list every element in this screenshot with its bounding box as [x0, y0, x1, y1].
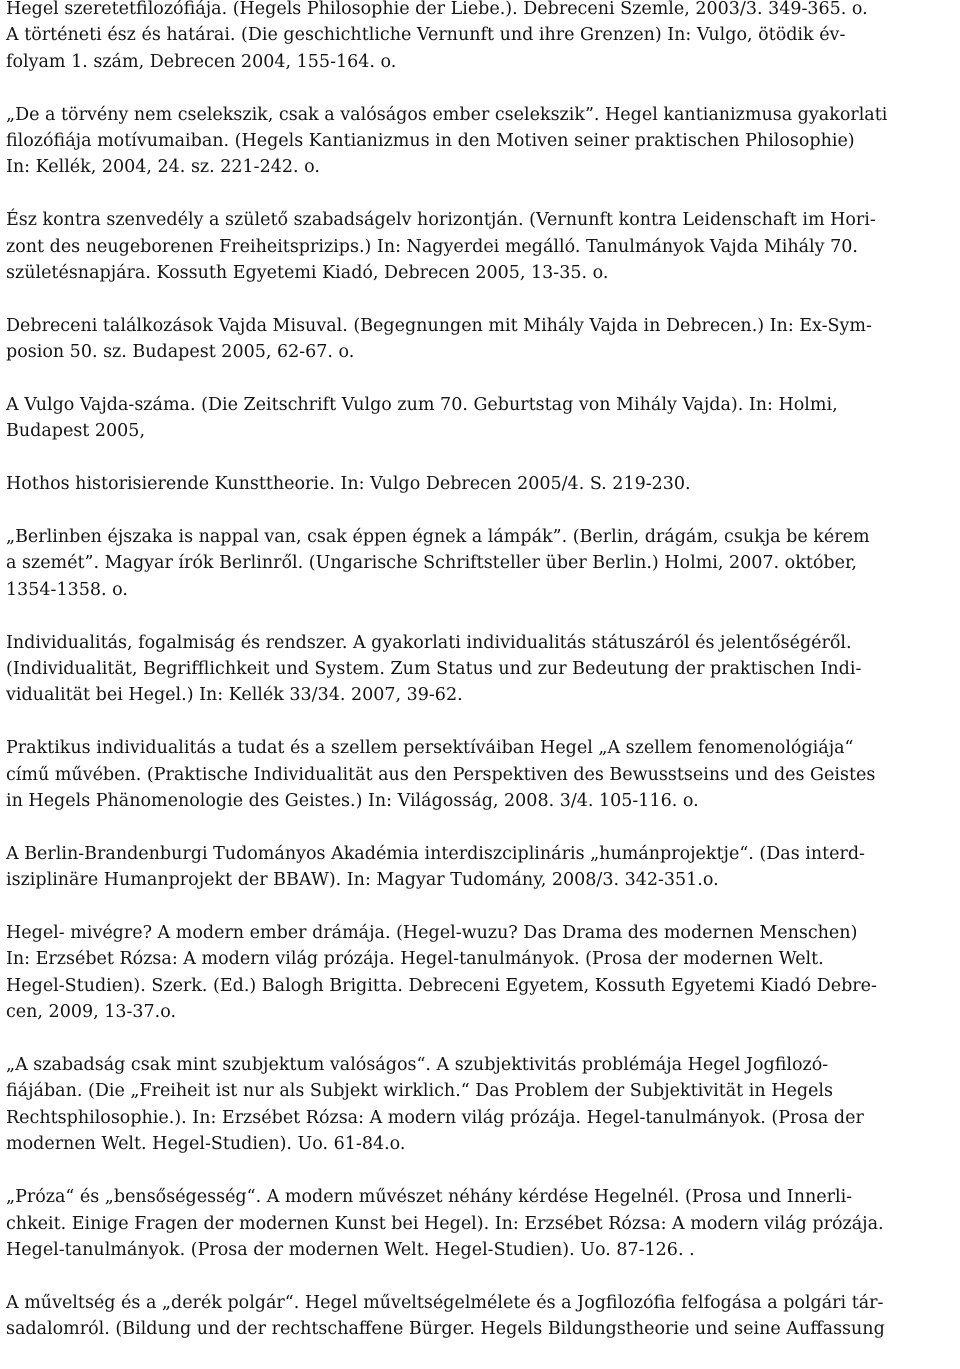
entry-text-line: Hegel-tanulmányok. (Prosa der modernen Welt. Hegel-Studien). Uo. 87-126. .: [6, 1239, 695, 1260]
entry-text-line: chkeit. Einige Fragen der modernen Kunst bei Hegel). In: Erzsébet Rózsa: A modern világ prózája.: [6, 1213, 884, 1234]
bibliography-entry: [6, 920, 952, 1026]
bibliography-entry: [6, 1184, 952, 1263]
bibliography-page: [6, 0, 952, 1369]
entry-text-line: In: Erzsébet Rózsa: A modern világ prózája. Hegel-tanulmányok. (Prosa der modernen Welt.: [6, 949, 824, 970]
entry-text-line: folyam 1. szám, Debrecen 2004, 155-164. o.: [6, 51, 397, 72]
entry-text-line: születésnapjára. Kossuth Egyetemi Kiadó, Debrecen 2005, 13-35. o.: [6, 263, 609, 284]
bibliography-entry: [6, 313, 952, 366]
bibliography-entry: [6, 1052, 952, 1158]
entry-text-line: (Individualität, Begrifflichkeit und System. Zum Status und zur Bedeutung der praktischen Indi-: [6, 659, 862, 680]
bibliography-entry: [6, 392, 952, 445]
entry-text-line: vidualität bei Hegel.) In: Kellék 33/34. 2007, 39-62.: [6, 685, 463, 706]
bibliography-entry: [6, 471, 952, 497]
bibliography-entry: [6, 0, 952, 22]
bibliography-entry: [6, 22, 952, 75]
entry-text-line: 1354-1358. o.: [6, 579, 128, 600]
entry-text-line: sadalomról. (Bildung und der rechtschaffene Bürger. Hegels Bildungstheorie und seine Auffassung: [6, 1319, 885, 1340]
entry-text-line: Ész kontra szenvedély a születő szabadságelv horizontján. (Vernunft kontra Leidenschaft im Hori-: [6, 210, 876, 231]
entry-text-line: Rechtsphilosophie.). In: Erzsébet Rózsa: A modern világ prózája. Hegel-tanulmányok. (Prosa der: [6, 1107, 864, 1128]
entry-text-line: Hegel szeretetfilozófiája. (Hegels Philosophie der Liebe.). Debreceni Szemle, 2003/3. 349-365. o.: [6, 0, 868, 19]
entry-text-line: posion 50. sz. Budapest 2005, 62-67. o.: [6, 342, 355, 363]
entry-text-line: A történeti ész és határai. (Die geschichtliche Vernunft und ihre Grenzen) In: Vulgo, ötödik év-: [6, 25, 846, 46]
entry-text-line: a szemét”. Magyar írók Berlinről. (Ungarische Schriftsteller über Berlin.) Holmi, 2007. október,: [6, 553, 857, 574]
bibliography-entry: [6, 735, 952, 814]
entry-text-line: filozófiája motívumaiban. (Hegels Kantianizmus in den Motiven seiner praktischen Philosophie): [6, 131, 855, 152]
entry-text-line: cen, 2009, 13-37.o.: [6, 1002, 177, 1023]
bibliography-entry: [6, 524, 952, 603]
entry-text-line: Praktikus individualitás a tudat és a szellem persektíváiban Hegel „A szellem fenomenológiája“: [6, 738, 854, 759]
entry-text-line: A Vulgo Vajda-száma. (Die Zeitschrift Vulgo zum 70. Geburtstag von Mihály Vajda). In: Holmi,: [6, 395, 838, 416]
bibliography-entry: [6, 1290, 952, 1343]
entry-text-line: „De a törvény nem cselekszik, csak a valóságos ember cselekszik”. Hegel kantianizmusa gyakorlati: [6, 104, 888, 125]
entry-text-line: Hegel- mivégre? A modern ember drámája. (Hegel-wuzu? Das Drama des modernen Menschen): [6, 923, 858, 944]
bibliography-entry: [6, 207, 952, 286]
entry-text-line: In: Kellék, 2004, 24. sz. 221-242. o.: [6, 157, 320, 178]
entry-text-line: fiájában. (Die „Freiheit ist nur als Subjekt wirklich.“ Das Problem der Subjektivität in Hegels: [6, 1081, 833, 1102]
entry-text-line: című művében. (Praktische Individualität aus den Perspektiven des Bewusstseins und des Geistes: [6, 764, 876, 785]
entry-text-line: isziplinäre Humanprojekt der BBAW). In: Magyar Tudomány, 2008/3. 342-351.o.: [6, 870, 719, 891]
entry-text-line: Debreceni találkozások Vajda Misuval. (Begegnungen mit Mihály Vajda in Debrecen.) In: Ex-Sym-: [6, 315, 872, 336]
bibliography-entry: [6, 841, 952, 894]
entry-text-line: Hothos historisierende Kunsttheorie. In: Vulgo Debrecen 2005/4. S. 219-230.: [6, 474, 691, 495]
entry-text-line: „Próza“ és „bensőségesség“. A modern művészet néhány kérdése Hegelnél. (Prosa und Innerli-: [6, 1187, 853, 1208]
bibliography-entry: [6, 630, 952, 709]
bibliography-entry: [6, 102, 952, 181]
entry-text-line: in Hegels Phänomenologie des Geistes.) In: Világosság, 2008. 3/4. 105-116. o.: [6, 791, 699, 812]
entry-text-line: A Berlin-Brandenburgi Tudományos Akadémia interdiszciplináris „humánprojektje“. (Das interd-: [6, 843, 865, 864]
entry-text-line: „Berlinben éjszaka is nappal van, csak éppen égnek a lámpák”. (Berlin, drágám, csukja be kérem: [6, 527, 870, 548]
entry-text-line: A műveltség és a „derék polgár“. Hegel műveltségelmélete és a Jogfilozófia felfogása a polgári tár-: [6, 1292, 884, 1313]
entry-text-line: Budapest 2005,: [6, 421, 146, 442]
entry-text-line: „A szabadság csak mint szubjektum valóságos“. A szubjektivitás problémája Hegel Jogfilozó-: [6, 1055, 829, 1076]
entry-text-line: modernen Welt. Hegel-Studien). Uo. 61-84.o.: [6, 1134, 406, 1155]
entry-text-line: Individualitás, fogalmiság és rendszer. A gyakorlati individualitás státuszáról és jelentőségéről.: [6, 632, 852, 653]
entry-text-line: zont des neugeborenen Freiheitsprizips.) In: Nagyerdei megálló. Tanulmányok Vajda Mihály 70.: [6, 236, 858, 257]
entry-text-line: Hegel-Studien). Szerk. (Ed.) Balogh Brigitta. Debreceni Egyetem, Kossuth Egyetemi Kiadó Debre-: [6, 975, 877, 996]
